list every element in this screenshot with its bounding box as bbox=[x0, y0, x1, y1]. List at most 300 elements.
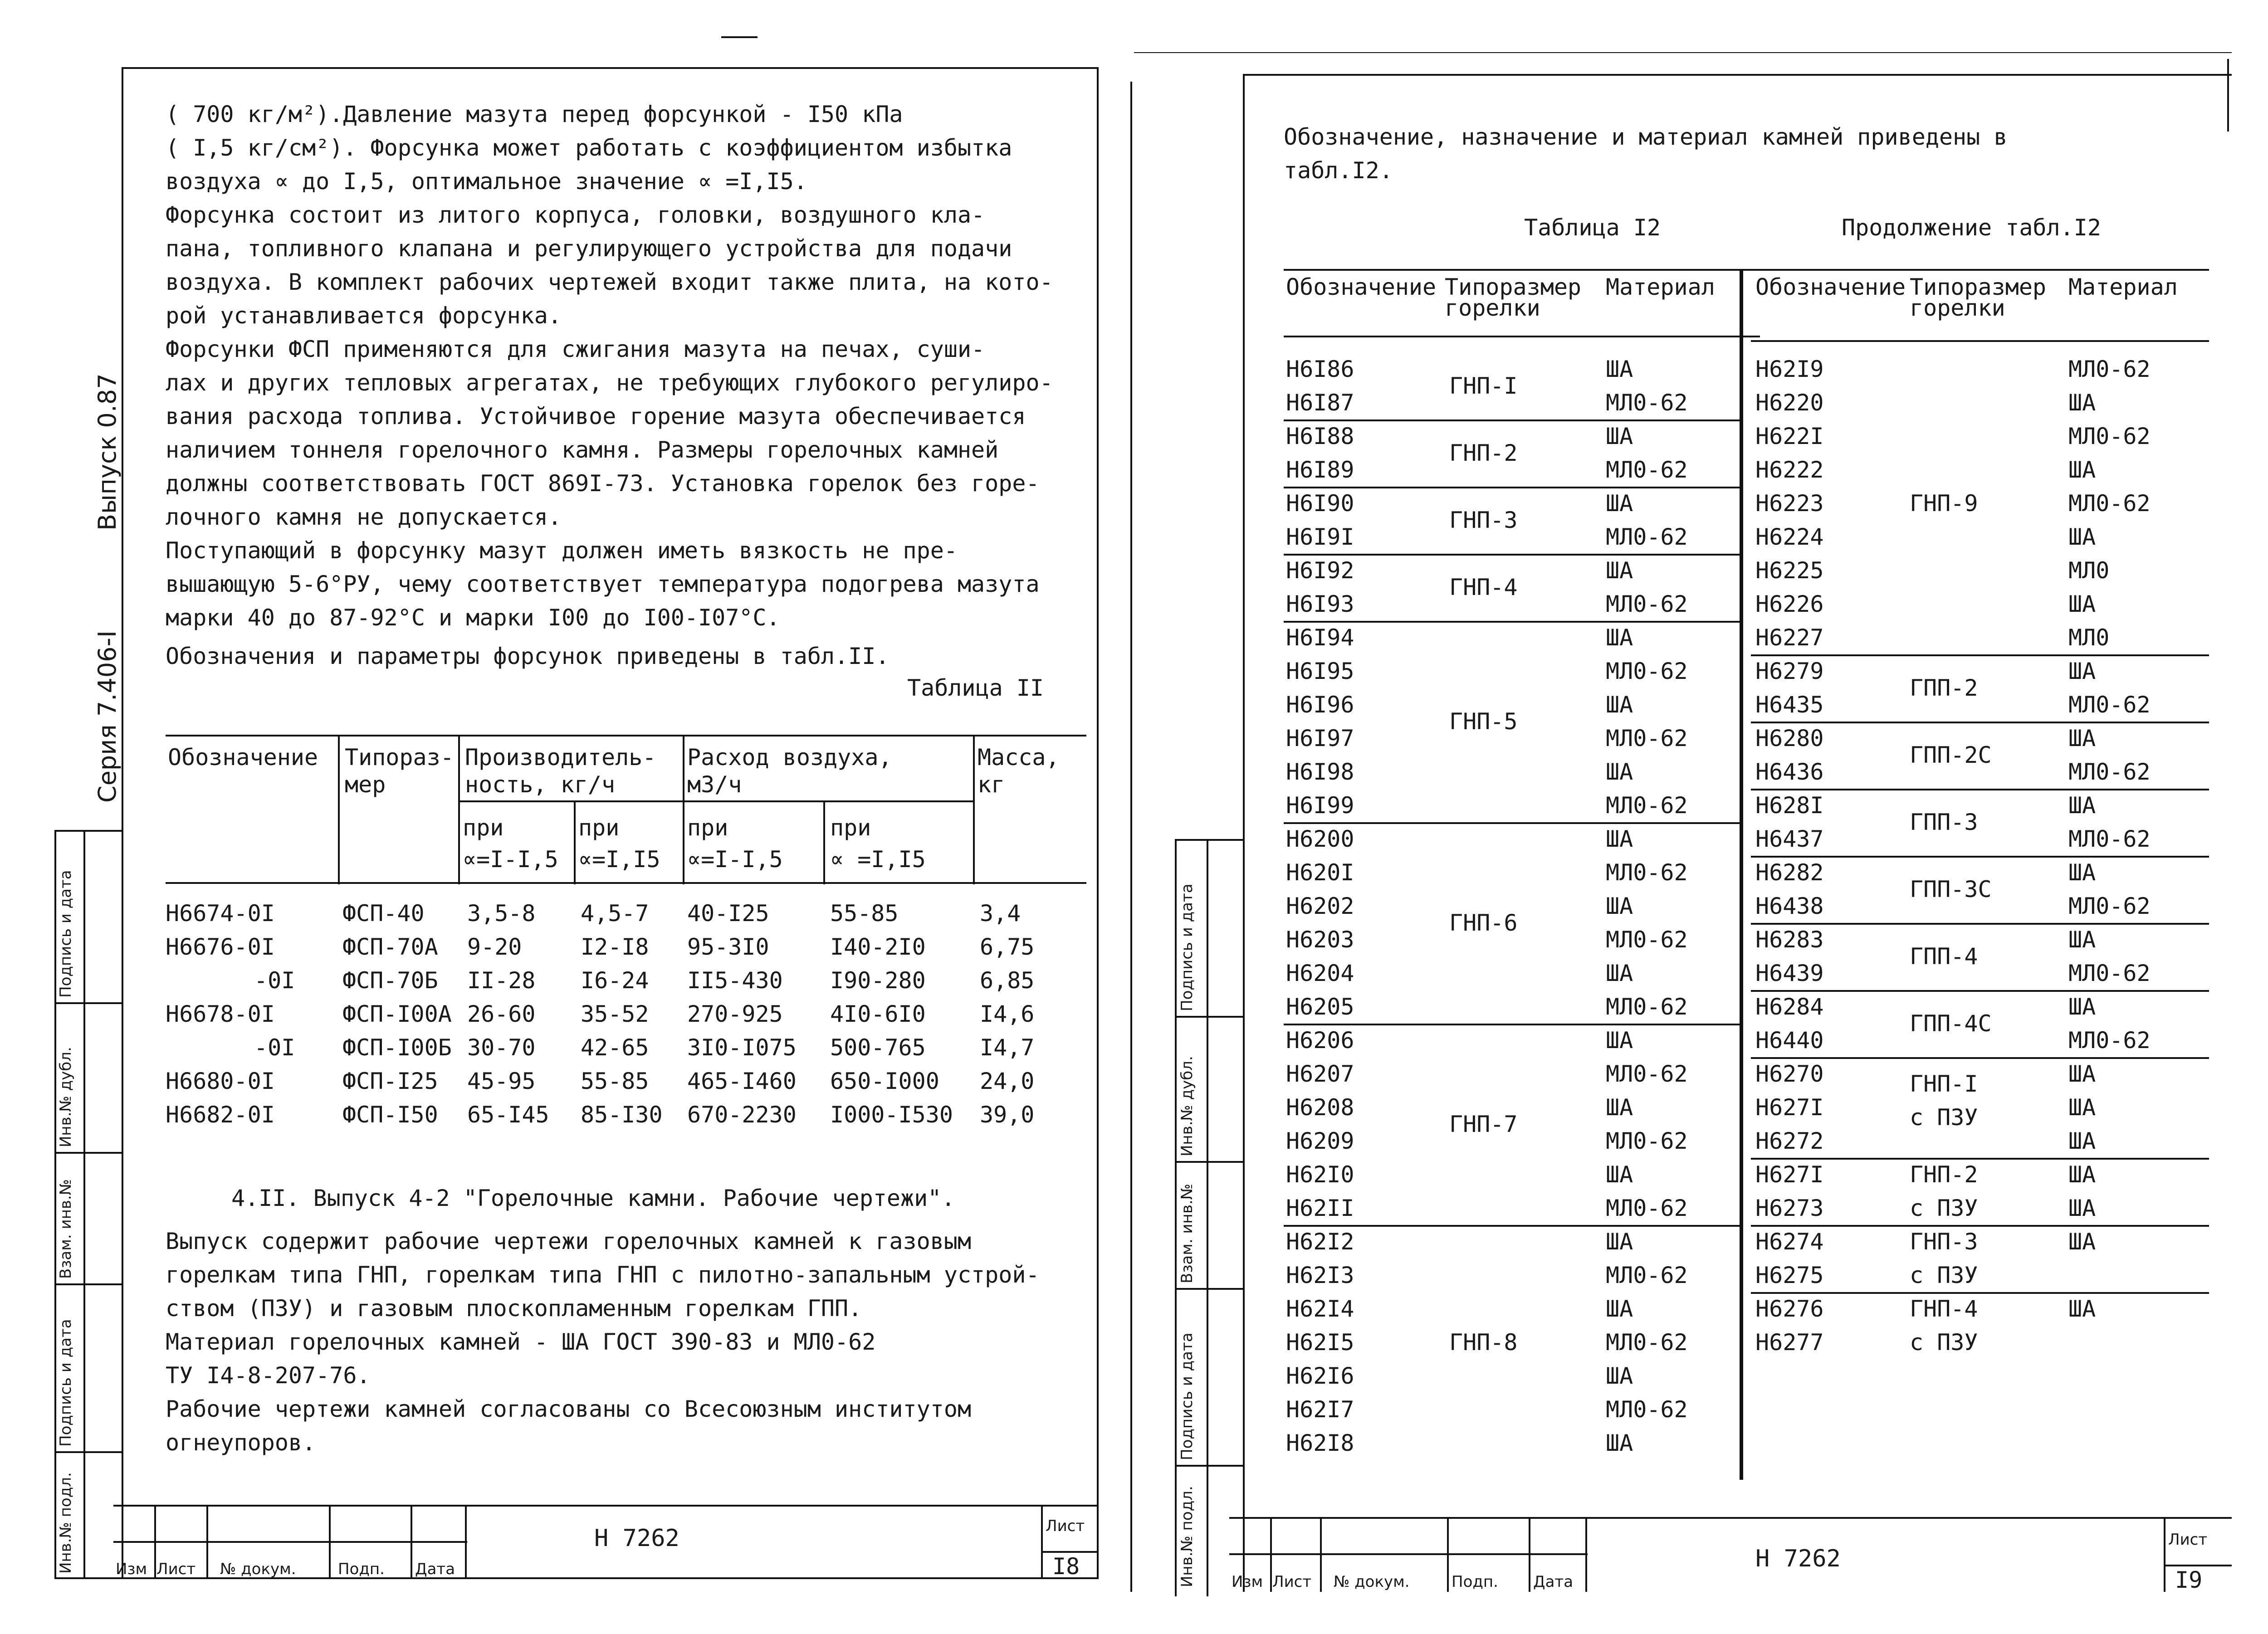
paragraph-line: ством (ПЗУ) и газовым плоскопламенным горелкам ГПП. bbox=[166, 1295, 862, 1322]
t12r-material: МЛ0-62 bbox=[2068, 759, 2151, 785]
t12r-designation: Н6270 bbox=[1755, 1061, 1824, 1087]
tb-sheet-div bbox=[1041, 1551, 1098, 1553]
t12l-designation: Н62I0 bbox=[1286, 1161, 1354, 1188]
t11-cell: I6-24 bbox=[581, 967, 649, 994]
t11-cell: 95-3I0 bbox=[687, 934, 769, 960]
right-frame-top bbox=[1243, 74, 2232, 76]
t12l-material: МЛ0-62 bbox=[1606, 859, 1688, 886]
paragraph-line: Обозначения и параметры форсунок приведены в табл.II. bbox=[166, 643, 890, 669]
t12l-material: МЛ0-62 bbox=[1606, 1128, 1688, 1154]
section-heading: 4.II. Выпуск 4-2 "Горелочные камни. Рабочие чертежи". bbox=[231, 1185, 955, 1211]
t12r-material: МЛ0-62 bbox=[2068, 356, 2151, 382]
t12r-designation: Н627I bbox=[1755, 1161, 1824, 1188]
t12l-h-material: Материал bbox=[1606, 274, 1715, 300]
t12r-designation: Н62I9 bbox=[1755, 356, 1824, 382]
intro-line: Обозначение, назначение и материал камней приведены в bbox=[1284, 124, 2008, 150]
t12r-group-rule bbox=[1751, 856, 2209, 858]
t12l-size: ГНП-8 bbox=[1449, 1329, 1518, 1356]
tb-v3 bbox=[329, 1505, 331, 1578]
t12l-designation: Н6I97 bbox=[1286, 725, 1354, 751]
t11-cell: 4,5-7 bbox=[581, 900, 649, 927]
t11-cell: 45-95 bbox=[467, 1068, 536, 1094]
left-frame-right bbox=[1097, 68, 1099, 1578]
t11-cell: -0I bbox=[254, 1034, 295, 1061]
t12l-h-size: Типоразмер горелки bbox=[1445, 274, 1582, 321]
t12l-designation: Н6207 bbox=[1286, 1061, 1354, 1087]
t12r-size: ГПП-3 bbox=[1910, 809, 1978, 835]
rtb-v2 bbox=[1320, 1517, 1322, 1592]
t11-cell: II-28 bbox=[467, 967, 536, 994]
t12l-group-rule bbox=[1284, 621, 1742, 623]
t12l-material: ША bbox=[1606, 1296, 1633, 1322]
t12r-material: МЛ0-62 bbox=[2068, 490, 2151, 517]
t12l-head-bottom bbox=[1284, 336, 1760, 337]
t11-cell: Н6678-0I bbox=[166, 1001, 275, 1027]
t11-v6 bbox=[973, 735, 975, 884]
t12l-h-designation: Обозначение bbox=[1286, 274, 1437, 300]
t12r-group-rule bbox=[1751, 990, 2209, 992]
t12l-designation: Н6202 bbox=[1286, 893, 1354, 919]
side-strip-div1 bbox=[54, 1002, 122, 1004]
rtb-mid bbox=[1229, 1553, 1588, 1555]
t12r-designation: Н6284 bbox=[1755, 994, 1824, 1020]
side-strip-left bbox=[54, 830, 56, 1578]
t12l-designation: Н6I98 bbox=[1286, 759, 1354, 785]
t11-cell: 3,5-8 bbox=[467, 900, 536, 927]
t12r-material: ША bbox=[2068, 1161, 2096, 1188]
side-strip-div3 bbox=[54, 1283, 122, 1285]
t12l-designation: Н6I92 bbox=[1286, 557, 1354, 584]
sheet-number: I9 bbox=[2175, 1567, 2203, 1593]
paragraph-line: вания расхода топлива. Устойчивое горение мазута обеспечивается bbox=[166, 403, 1026, 429]
t11-h-sub4: при ∝ =I,I5 bbox=[830, 815, 926, 873]
left-frame-top bbox=[122, 67, 1099, 69]
paragraph-line: лочного камня не допускается. bbox=[166, 504, 562, 530]
t12r-designation: Н6439 bbox=[1755, 960, 1824, 986]
rside-div3 bbox=[1175, 1288, 1243, 1290]
t12r-size: с ПЗУ bbox=[1910, 1104, 1978, 1131]
t12l-size: ГНП-3 bbox=[1449, 507, 1518, 533]
t12l-material: ША bbox=[1606, 1027, 1633, 1054]
sheet-label: Лист bbox=[2168, 1531, 2208, 1549]
rtb-sheet-div bbox=[2164, 1565, 2232, 1566]
t12r-material: МЛ0 bbox=[2068, 557, 2110, 584]
t12r-material: ША bbox=[2068, 927, 2096, 953]
t12l-designation: Н6204 bbox=[1286, 960, 1354, 986]
t11-cell: 24,0 bbox=[980, 1068, 1035, 1094]
t12l-material: ША bbox=[1606, 423, 1633, 449]
t12r-material: ША bbox=[2068, 994, 2096, 1020]
t12l-designation: Н6208 bbox=[1286, 1094, 1354, 1121]
t12r-group-rule bbox=[1751, 654, 2209, 656]
t11-h-designation: Обозначение bbox=[168, 744, 318, 771]
t11-cell: 6,75 bbox=[980, 934, 1035, 960]
t12r-designation: Н6272 bbox=[1755, 1128, 1824, 1154]
t12r-designation: Н6438 bbox=[1755, 893, 1824, 919]
t11-cell: ФСП-I00Б bbox=[342, 1034, 452, 1061]
t12l-material: ША bbox=[1606, 1094, 1633, 1121]
t12l-designation: Н6I87 bbox=[1286, 390, 1354, 416]
t11-v1 bbox=[338, 735, 340, 884]
t12r-group-rule bbox=[1751, 923, 2209, 925]
rside-stamp-5: Инв.№ подл. bbox=[1178, 1486, 1196, 1587]
t12r-designation: Н6274 bbox=[1755, 1229, 1824, 1255]
t12r-material: ША bbox=[2068, 1195, 2096, 1221]
rside-div4 bbox=[1175, 1465, 1243, 1467]
rtb-v4 bbox=[1529, 1517, 1530, 1592]
t12r-designation: Н6280 bbox=[1755, 725, 1824, 751]
t11-cell: 6,85 bbox=[980, 967, 1035, 994]
t12r-group-rule bbox=[1751, 1225, 2209, 1227]
stamp-col: Дата bbox=[415, 1560, 455, 1578]
t12l-top bbox=[1284, 269, 1760, 271]
t11-h-air: Расход воздуха, м3/ч bbox=[687, 744, 892, 798]
side-strip-div2 bbox=[54, 1152, 122, 1154]
side-issue: Выпуск 0.87 bbox=[93, 373, 122, 531]
t12r-group-rule bbox=[1751, 722, 2209, 723]
t12l-designation: Н6206 bbox=[1286, 1027, 1354, 1054]
t12r-group-rule bbox=[1751, 789, 2209, 790]
t12r-material: МЛ0 bbox=[2068, 624, 2110, 651]
doc-number: Н 7262 bbox=[594, 1525, 679, 1552]
t12l-material: ША bbox=[1606, 490, 1633, 517]
t12l-material: ША bbox=[1606, 692, 1633, 718]
t12r-size: ГНП-9 bbox=[1910, 490, 1978, 517]
t11-cell: 650-I000 bbox=[830, 1068, 939, 1094]
t12l-designation: Н62II bbox=[1286, 1195, 1354, 1221]
tb-v4 bbox=[411, 1505, 412, 1578]
t12r-material: ША bbox=[2068, 1128, 2096, 1154]
t11-cell: 35-52 bbox=[581, 1001, 649, 1027]
t12l-material: МЛ0-62 bbox=[1606, 457, 1688, 483]
t12r-head-bottom bbox=[1751, 340, 2209, 342]
t12r-material: МЛ0-62 bbox=[2068, 826, 2151, 852]
t12r-designation: Н6279 bbox=[1755, 658, 1824, 684]
tb-mid bbox=[113, 1541, 467, 1543]
paragraph-line: Материал горелочных камней - ША ГОСТ 390-83 и МЛ0-62 bbox=[166, 1329, 876, 1355]
t12r-material: МЛ0-62 bbox=[2068, 692, 2151, 718]
t12l-designation: Н62I2 bbox=[1286, 1229, 1354, 1255]
t12l-material: МЛ0-62 bbox=[1606, 524, 1688, 550]
t12r-designation: Н6283 bbox=[1755, 927, 1824, 953]
t11-cell: Н6676-0I bbox=[166, 934, 275, 960]
t12l-size: ГНП-7 bbox=[1449, 1111, 1518, 1137]
t12l-group-rule bbox=[1284, 554, 1742, 556]
paragraph-line: горелкам типа ГНП, горелкам типа ГНП с пилотно-запальным устрой- bbox=[166, 1262, 1040, 1288]
tb-v1 bbox=[154, 1505, 156, 1578]
side-strip-div4 bbox=[54, 1451, 122, 1453]
paragraph-line: вышающую 5-6°РУ, чему соответствует температура подогрева мазута bbox=[166, 571, 1040, 597]
t12r-material: ША bbox=[2068, 792, 2096, 819]
t11-cell: 40-I25 bbox=[687, 900, 769, 927]
t12l-designation: Н6I86 bbox=[1286, 356, 1354, 382]
t12r-designation: Н6224 bbox=[1755, 524, 1824, 550]
t12r-material: МЛ0-62 bbox=[2068, 960, 2151, 986]
t11-cell: 3,4 bbox=[980, 900, 1021, 927]
stamp-col: Дата bbox=[1533, 1573, 1574, 1591]
t12l-material: ША bbox=[1606, 1430, 1633, 1456]
t12r-group-rule bbox=[1751, 1292, 2209, 1294]
t12l-designation: Н6203 bbox=[1286, 927, 1354, 953]
t12l-designation: Н6I99 bbox=[1286, 792, 1354, 819]
t12l-material: ША bbox=[1606, 624, 1633, 651]
t12r-group-rule bbox=[1751, 1158, 2209, 1160]
paragraph-line: наличием тоннеля горелочного камня. Размеры горелочных камней bbox=[166, 437, 999, 463]
t12l-designation: Н6I94 bbox=[1286, 624, 1354, 651]
tb-v6 bbox=[1041, 1505, 1043, 1578]
t11-cell: ФСП-70А bbox=[342, 934, 438, 960]
t12l-material: ША bbox=[1606, 356, 1633, 382]
t11-cell: ФСП-I00А bbox=[342, 1001, 452, 1027]
t11-cell: I000-I530 bbox=[830, 1102, 953, 1128]
t12l-designation: Н6I9I bbox=[1286, 524, 1354, 550]
t12l-material: ША bbox=[1606, 557, 1633, 584]
t12l-material: МЛ0-62 bbox=[1606, 1329, 1688, 1356]
t11-cell: I2-I8 bbox=[581, 934, 649, 960]
t11-cell: I90-280 bbox=[830, 967, 926, 994]
t12l-designation: Н6I95 bbox=[1286, 658, 1354, 684]
right-top-hairline bbox=[1134, 52, 2232, 53]
t11-h-mass: Масса, кг bbox=[978, 744, 1060, 798]
stamp-col: Изм bbox=[1232, 1573, 1263, 1591]
table12-cont-caption: Продолжение табл.I2 bbox=[1842, 215, 2101, 241]
t12l-designation: Н6I90 bbox=[1286, 490, 1354, 517]
t12r-size: ГНП-4 bbox=[1910, 1296, 1978, 1322]
paragraph-line: марки 40 до 87-92°С и марки I00 до I00-I07°С. bbox=[166, 605, 780, 631]
t12r-designation: Н6225 bbox=[1755, 557, 1824, 584]
side-stamp-4: Подпись и дата bbox=[57, 1319, 75, 1447]
t11-mid bbox=[458, 800, 973, 802]
paragraph-line: Форсунки ФСП применяются для сжигания мазута на печах, суши- bbox=[166, 336, 985, 362]
t12l-designation: Н62I5 bbox=[1286, 1329, 1354, 1356]
t12r-designation: Н628I bbox=[1755, 792, 1824, 819]
paragraph-line: огнеупоров. bbox=[166, 1429, 316, 1456]
t12l-material: ША bbox=[1606, 826, 1633, 852]
t12r-designation: Н6276 bbox=[1755, 1296, 1824, 1322]
paragraph-line: лах и других тепловых агрегатах, не требующих глубокого регулиро- bbox=[166, 370, 1053, 396]
rside-stamp-3: Взам. инв.№ bbox=[1178, 1183, 1196, 1283]
t11-cell: I4,6 bbox=[980, 1001, 1035, 1027]
t11-cell: ФСП-40 bbox=[342, 900, 425, 927]
t12r-material: ША bbox=[2068, 1094, 2096, 1121]
t11-h-sub2: при ∝=I,I5 bbox=[578, 815, 660, 873]
rside-stamp-1: Подпись и дата bbox=[1178, 883, 1196, 1011]
t12r-top bbox=[1751, 269, 2209, 271]
t12l-designation: Н62I6 bbox=[1286, 1363, 1354, 1389]
t11-cell: 465-I460 bbox=[687, 1068, 797, 1094]
t12r-designation: Н6277 bbox=[1755, 1329, 1824, 1356]
rtb-v6 bbox=[2164, 1517, 2165, 1592]
t12l-material: МЛ0-62 bbox=[1606, 1195, 1688, 1221]
spine-line bbox=[1130, 82, 1132, 1592]
t12r-designation: Н6222 bbox=[1755, 457, 1824, 483]
t11-cell: -0I bbox=[254, 967, 295, 994]
t12r-size: ГПП-4 bbox=[1910, 943, 1978, 970]
t12r-material: ША bbox=[2068, 457, 2096, 483]
t11-cell: Н6682-0I bbox=[166, 1102, 275, 1128]
t12r-designation: Н6227 bbox=[1755, 624, 1824, 651]
t12r-h-material: Материал bbox=[2068, 274, 2178, 300]
t12l-designation: Н62I7 bbox=[1286, 1396, 1354, 1423]
t11-cell: II5-430 bbox=[687, 967, 783, 994]
table11-caption: Таблица II bbox=[907, 675, 1044, 701]
t12-divider bbox=[1740, 269, 1743, 1480]
t11-cell: Н6680-0I bbox=[166, 1068, 275, 1094]
t12r-material: ША bbox=[2068, 859, 2096, 886]
t12l-designation: Н6209 bbox=[1286, 1128, 1354, 1154]
t12l-material: МЛ0-62 bbox=[1606, 927, 1688, 953]
intro-line: табл.I2. bbox=[1284, 157, 1393, 184]
t12l-material: МЛ0-62 bbox=[1606, 725, 1688, 751]
t11-v5 bbox=[823, 800, 825, 884]
t12l-designation: Н62I3 bbox=[1286, 1262, 1354, 1288]
t12r-designation: Н6273 bbox=[1755, 1195, 1824, 1221]
t12l-size: ГНП-I bbox=[1449, 373, 1518, 399]
rside-top bbox=[1175, 839, 1243, 841]
t12l-material: МЛ0-62 bbox=[1606, 792, 1688, 819]
paragraph-line: воздуха. В комплект рабочих чертежей входит также плита, на кото- bbox=[166, 269, 1053, 295]
t11-cell: 30-70 bbox=[467, 1034, 536, 1061]
t12l-designation: Н6I89 bbox=[1286, 457, 1354, 483]
paragraph-line: Рабочие чертежи камней согласованы со Всесоюзным институтом bbox=[166, 1396, 972, 1422]
t11-head-bottom bbox=[166, 882, 1086, 884]
rside-strip-left bbox=[1175, 839, 1177, 1596]
t11-cell: 9-20 bbox=[467, 934, 522, 960]
t12r-designation: Н6223 bbox=[1755, 490, 1824, 517]
side-stamp-1: Подпись и дата bbox=[57, 870, 75, 998]
t11-cell: 39,0 bbox=[980, 1102, 1035, 1128]
tb-top bbox=[113, 1505, 1098, 1507]
t11-cell: 65-I45 bbox=[467, 1102, 549, 1128]
paragraph-line: рой устанавливается форсунка. bbox=[166, 302, 562, 329]
paragraph-line: Форсунка состоит из литого корпуса, головки, воздушного кла- bbox=[166, 202, 985, 228]
paragraph-line: ( I,5 кг/см²). Форсунка может работать с коэффициентом избытка bbox=[166, 135, 1012, 161]
t12l-designation: Н6205 bbox=[1286, 994, 1354, 1020]
rside-div2 bbox=[1175, 1161, 1243, 1163]
t12r-material: ША bbox=[2068, 390, 2096, 416]
t11-h-sub3: при ∝=I-I,5 bbox=[687, 815, 783, 873]
t12r-size: с ПЗУ bbox=[1910, 1329, 1978, 1356]
paragraph-line: Поступающий в форсунку мазут должен иметь вязкость не пре- bbox=[166, 537, 958, 564]
stamp-col: № докум. bbox=[220, 1560, 296, 1578]
t12l-material: ША bbox=[1606, 893, 1633, 919]
t12r-material: ША bbox=[2068, 1229, 2096, 1255]
t11-cell: 55-85 bbox=[830, 900, 899, 927]
side-series: Серия 7.406-I bbox=[93, 630, 122, 803]
t12l-group-rule bbox=[1284, 1225, 1742, 1227]
t11-cell: 270-925 bbox=[687, 1001, 783, 1027]
paragraph-line: ( 700 кг/м²).Давление мазута перед форсункой - I50 кПа bbox=[166, 101, 903, 127]
t12l-designation: Н62I8 bbox=[1286, 1430, 1354, 1456]
paragraph-line: ТУ I4-8-207-76. bbox=[166, 1362, 371, 1389]
t11-h-sub1: при ∝=I-I,5 bbox=[463, 815, 558, 873]
t11-cell: 3I0-I075 bbox=[687, 1034, 797, 1061]
sheet-number: I8 bbox=[1052, 1553, 1080, 1580]
t12r-designation: Н6275 bbox=[1755, 1262, 1824, 1288]
rtb-v1 bbox=[1270, 1517, 1272, 1592]
t12r-designation: Н6435 bbox=[1755, 692, 1824, 718]
side-stamp-3: Взам. инв.№ bbox=[57, 1179, 75, 1279]
t12l-material: МЛ0-62 bbox=[1606, 994, 1688, 1020]
rside-div1 bbox=[1175, 1016, 1243, 1018]
stamp-col: Лист bbox=[156, 1560, 196, 1578]
t12l-material: ША bbox=[1606, 759, 1633, 785]
rside-strip-mid bbox=[1207, 839, 1208, 1596]
stamp-col: Подп. bbox=[1452, 1573, 1498, 1591]
t12r-size: ГПП-2С bbox=[1910, 742, 1992, 768]
t11-cell: I4,7 bbox=[980, 1034, 1035, 1061]
t12l-material: МЛ0-62 bbox=[1606, 1061, 1688, 1087]
paragraph-line: должны соответствовать ГОСТ 869I-73. Установка горелок без горе- bbox=[166, 470, 1040, 497]
t12l-material: ША bbox=[1606, 960, 1633, 986]
doc-number: Н 7262 bbox=[1755, 1545, 1841, 1572]
right-frame-left bbox=[1243, 75, 1245, 1592]
t11-cell: I40-2I0 bbox=[830, 934, 926, 960]
t12r-size: ГНП-I bbox=[1910, 1071, 1978, 1097]
t11-cell: 26-60 bbox=[467, 1001, 536, 1027]
side-stamp-2: Инв.№ дубл. bbox=[57, 1047, 75, 1147]
t12l-material: МЛ0-62 bbox=[1606, 591, 1688, 617]
t12r-material: ША bbox=[2068, 591, 2096, 617]
t12l-designation: Н62I4 bbox=[1286, 1296, 1354, 1322]
t12r-designation: Н6282 bbox=[1755, 859, 1824, 886]
t12r-material: ША bbox=[2068, 524, 2096, 550]
sheet-label: Лист bbox=[1046, 1517, 1085, 1535]
t12r-size: с ПЗУ bbox=[1910, 1195, 1978, 1221]
t11-cell: 85-I30 bbox=[581, 1102, 663, 1128]
t12r-material: МЛ0-62 bbox=[2068, 423, 2151, 449]
t12r-designation: Н6220 bbox=[1755, 390, 1824, 416]
t11-cell: 670-2230 bbox=[687, 1102, 797, 1128]
left-frame-left bbox=[122, 68, 123, 1578]
t12r-size: ГНП-3 bbox=[1910, 1229, 1978, 1255]
t12r-size: ГПП-4С bbox=[1910, 1010, 1992, 1037]
table12-caption: Таблица I2 bbox=[1524, 215, 1661, 241]
t12l-designation: Н6I96 bbox=[1286, 692, 1354, 718]
t12l-designation: Н6I93 bbox=[1286, 591, 1354, 617]
paragraph-line: пана, топливного клапана и регулирующего устройства для подачи bbox=[166, 235, 1012, 262]
t12r-size: ГПП-3С bbox=[1910, 876, 1992, 902]
t12r-size: с ПЗУ bbox=[1910, 1262, 1978, 1288]
t12r-material: ША bbox=[2068, 1296, 2096, 1322]
t12r-size: ГПП-2 bbox=[1910, 675, 1978, 701]
rtb-v5 bbox=[1585, 1517, 1587, 1592]
t12r-material: ША bbox=[2068, 1061, 2096, 1087]
t11-cell: 42-65 bbox=[581, 1034, 649, 1061]
t12r-designation: Н622I bbox=[1755, 423, 1824, 449]
t11-h-type: Типораз- мер bbox=[345, 744, 454, 798]
t11-cell: Н6674-0I bbox=[166, 900, 275, 927]
t12l-material: ША bbox=[1606, 1363, 1633, 1389]
stamp-col: Лист bbox=[1272, 1573, 1312, 1591]
t11-h-productivity: Производитель- ность, кг/ч bbox=[465, 744, 656, 798]
t12l-designation: Н6I88 bbox=[1286, 423, 1354, 449]
t12l-group-rule bbox=[1284, 1024, 1742, 1025]
t11-v4 bbox=[683, 735, 684, 884]
stamp-col: № докум. bbox=[1334, 1573, 1410, 1591]
t11-cell: ФСП-I50 bbox=[342, 1102, 438, 1128]
t12r-designation: Н6226 bbox=[1755, 591, 1824, 617]
t12r-size: ГНП-2 bbox=[1910, 1161, 1978, 1188]
t12l-material: МЛ0-62 bbox=[1606, 658, 1688, 684]
t11-cell: 55-85 bbox=[581, 1068, 649, 1094]
t11-cell: 4I0-6I0 bbox=[830, 1001, 926, 1027]
t12l-size: ГНП-2 bbox=[1449, 440, 1518, 466]
t12r-group-rule bbox=[1751, 1057, 2209, 1059]
side-stamp-5: Инв.№ подл. bbox=[57, 1472, 75, 1574]
t12l-group-rule bbox=[1284, 822, 1742, 824]
t11-cell: ФСП-70Б bbox=[342, 967, 438, 994]
